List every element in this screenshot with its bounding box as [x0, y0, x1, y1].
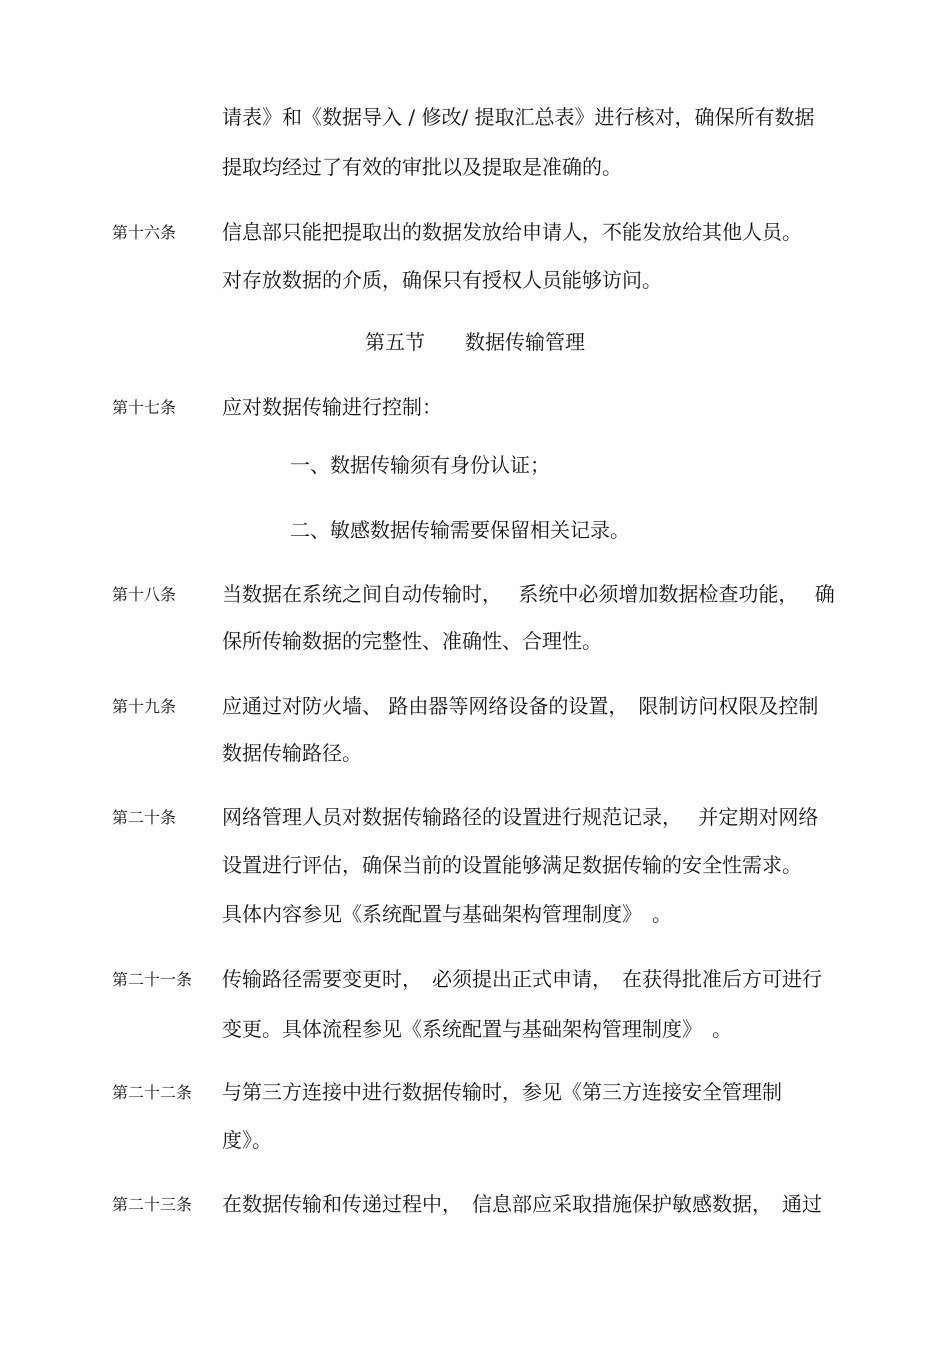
article-18-line-1: 当数据在系统之间自动传输时， 系统中必须增加数据检查功能， 确 [222, 582, 835, 606]
article-21-line-2: 变更。具体流程参见《系统配置与基础架构管理制度》 。 [222, 1017, 732, 1041]
article-23-label: 第二十三条 [112, 1195, 193, 1214]
article-22-line-1: 与第三方连接中进行数据传输时，参见《第三方连接安全管理制 [222, 1080, 782, 1104]
article-17-item-1: 一、数据传输须有身份认证； [290, 453, 550, 477]
article-22-label: 第二十二条 [112, 1083, 193, 1102]
article-16-line-2: 对存放数据的介质，确保只有授权人员能够访问。 [222, 268, 662, 292]
intro-line-2: 提取均经过了有效的审批以及提取是准确的。 [222, 155, 622, 179]
article-22-line-2: 度》。 [222, 1128, 272, 1152]
article-23-line-1: 在数据传输和传递过程中， 信息部应采取措施保护敏感数据， 通过 [222, 1192, 822, 1216]
intro-line-1: 请表》和《数据导入 / 修改/ 提取汇总表》进行核对，确保所有数据 [222, 105, 815, 129]
article-21-label: 第二十一条 [112, 970, 193, 989]
article-17-item-2: 二、敏感数据传输需要保留相关记录。 [290, 518, 630, 542]
article-17-label: 第十七条 [112, 398, 177, 417]
article-20-label: 第二十条 [112, 808, 177, 827]
article-18-line-2: 保所传输数据的完整性、准确性、合理性。 [222, 629, 602, 653]
article-19-line-1: 应通过对防火墙、 路由器等网络设备的设置， 限制访问权限及控制 [222, 694, 819, 718]
article-21-line-1: 传输路径需要变更时， 必须提出正式申请， 在获得批准后方可进行 [222, 967, 822, 991]
article-16-line-1: 信息部只能把提取出的数据发放给申请人，不能发放给其他人员。 [222, 220, 802, 244]
article-20-line-1: 网络管理人员对数据传输路径的设置进行规范记录， 并定期对网络 [222, 805, 819, 829]
article-19-label: 第十九条 [112, 697, 177, 716]
article-20-line-3: 具体内容参见《系统配置与基础架构管理制度》 。 [222, 902, 672, 926]
article-19-line-2: 数据传输路径。 [222, 741, 362, 765]
section-heading: 第五节 数据传输管理 [365, 330, 585, 354]
article-16-label: 第十六条 [112, 223, 177, 242]
article-17-line-1: 应对数据传输进行控制： [222, 395, 442, 419]
article-20-line-2: 设置进行评估，确保当前的设置能够满足数据传输的安全性需求。 [222, 853, 802, 877]
article-18-label: 第十八条 [112, 585, 177, 604]
